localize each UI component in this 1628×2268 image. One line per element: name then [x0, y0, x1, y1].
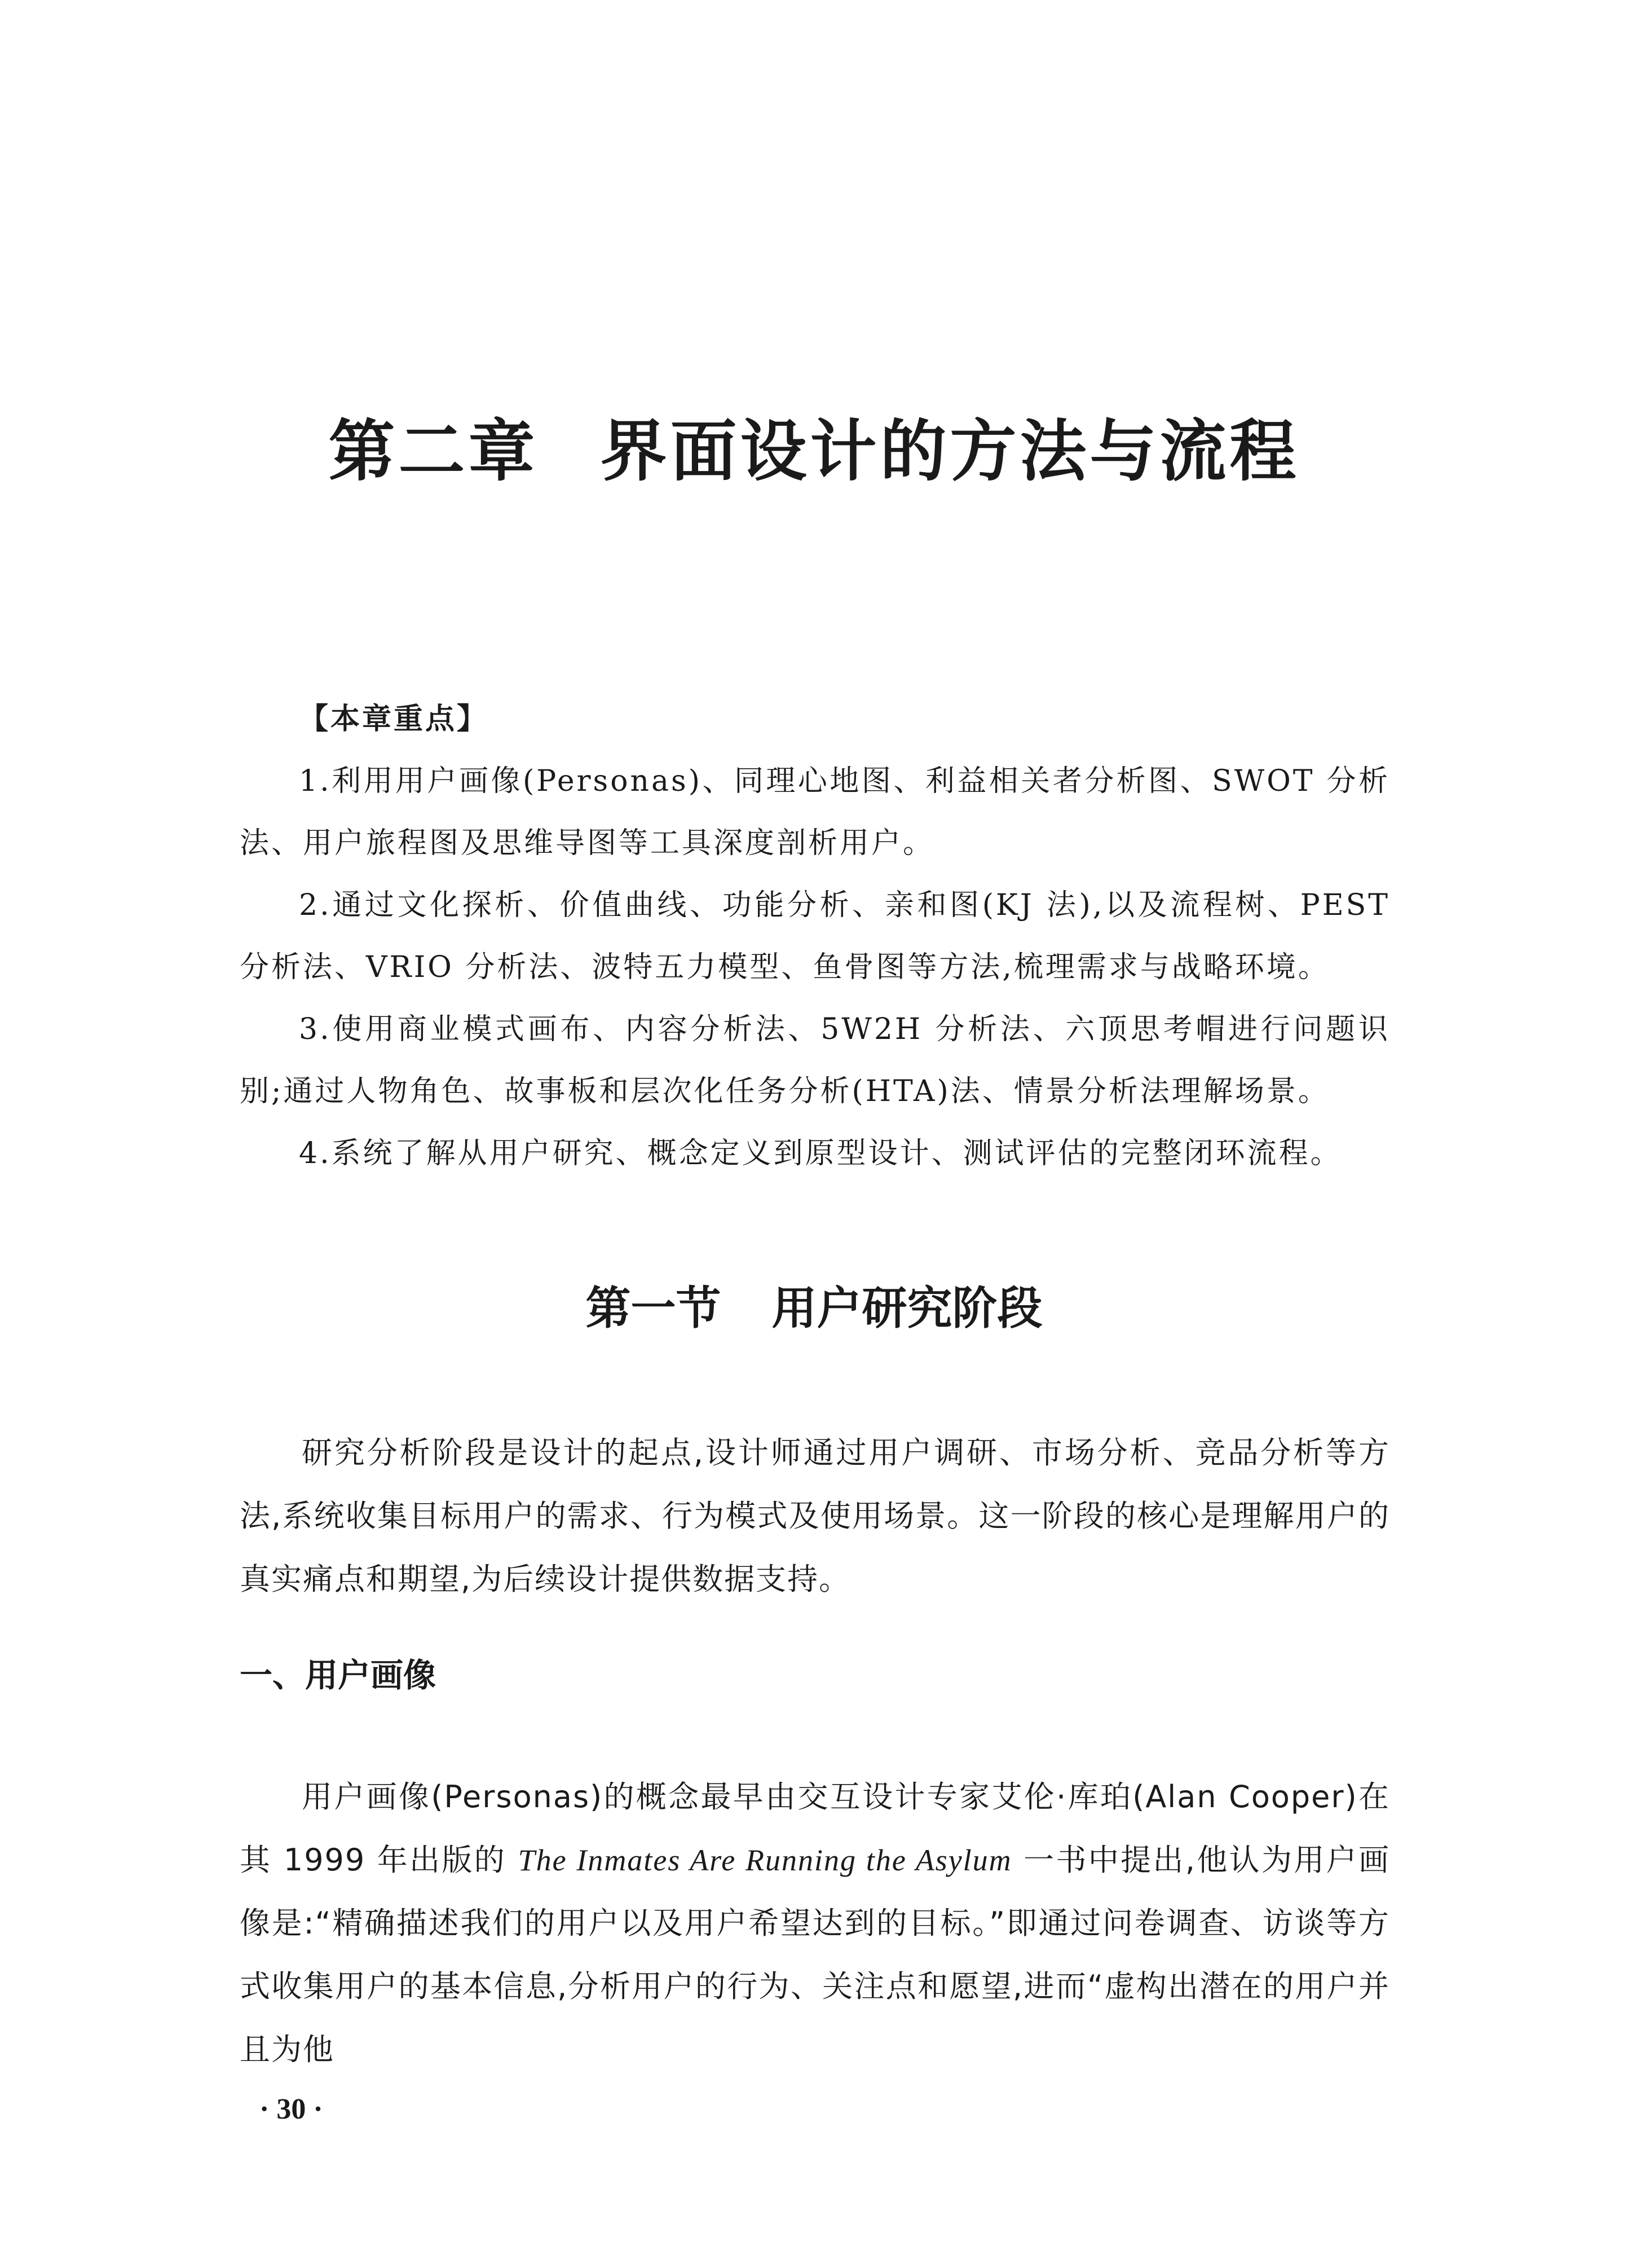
paragraph-text-end: 一书中提出,他认为用户画像是:“精确描述我们的用户以及用户希望达到的目标。”即通过问卷调查、访谈等方式收集用户的基本信息,分析用户的行为、关注点和愿望,进而“虚构出潜在的用户并且为他 — [240, 1842, 1390, 2067]
page-number: · 30 · — [259, 2093, 323, 2125]
paragraph-text-start: 用户画像(Personas)的概念最早由交互设计专家艾伦·库珀(Alan Cooper)在其 1999 年出版的 — [240, 1779, 1390, 1878]
section-name: 用户研究阶段 — [771, 1282, 1043, 1335]
key-point-item: 3.使用商业模式画布、内容分析法、5W2H 分析法、六顶思考帽进行问题识别;通过人物角色、故事板和层次化任务分析(HTA)法、情景分析法理解场景。 — [240, 1012, 1390, 1108]
key-point-item: 2.通过文化探析、价值曲线、功能分析、亲和图(KJ 法),以及流程树、PEST 分析法、VRIO 分析法、波特五力模型、鱼骨图等方法,梳理需求与战略环境。 — [240, 888, 1390, 984]
chapter-name: 界面设计的方法与流程 — [600, 412, 1300, 490]
key-points-heading: 【本章重点】 — [299, 702, 489, 736]
section-number: 第一节 — [585, 1282, 721, 1335]
intro-paragraph: 研究分析阶段是设计的起点,设计师通过用户调研、市场分析、竞品分析等方法,系统收集目标用户的需求、行为模式及使用场景。这一阶段的核心是理解用户的真实痛点和期望,为后续设计提供数据支持。 — [240, 1435, 1390, 1597]
subsection-heading: 一、用户画像 — [240, 1656, 436, 1694]
chapter-title — [0, 406, 1628, 496]
subsection-body — [240, 1765, 1390, 2081]
chapter-number: 第二章 — [328, 412, 539, 490]
section-title — [0, 1275, 1628, 1342]
key-point-item: 1.利用用户画像(Personas)、同理心地图、利益相关者分析图、SWOT 分析法、用户旅程图及思维导图等工具深度剖析用户。 — [240, 764, 1390, 860]
book-title: The Inmates Are Running the Asylum — [518, 1843, 1012, 1877]
key-points-block — [240, 688, 1390, 1184]
personas-paragraph — [240, 1765, 1390, 2081]
key-point-item: 4.系统了解从用户研究、概念定义到原型设计、测试评估的完整闭环流程。 — [299, 1137, 1342, 1170]
section-intro — [240, 1421, 1390, 1611]
